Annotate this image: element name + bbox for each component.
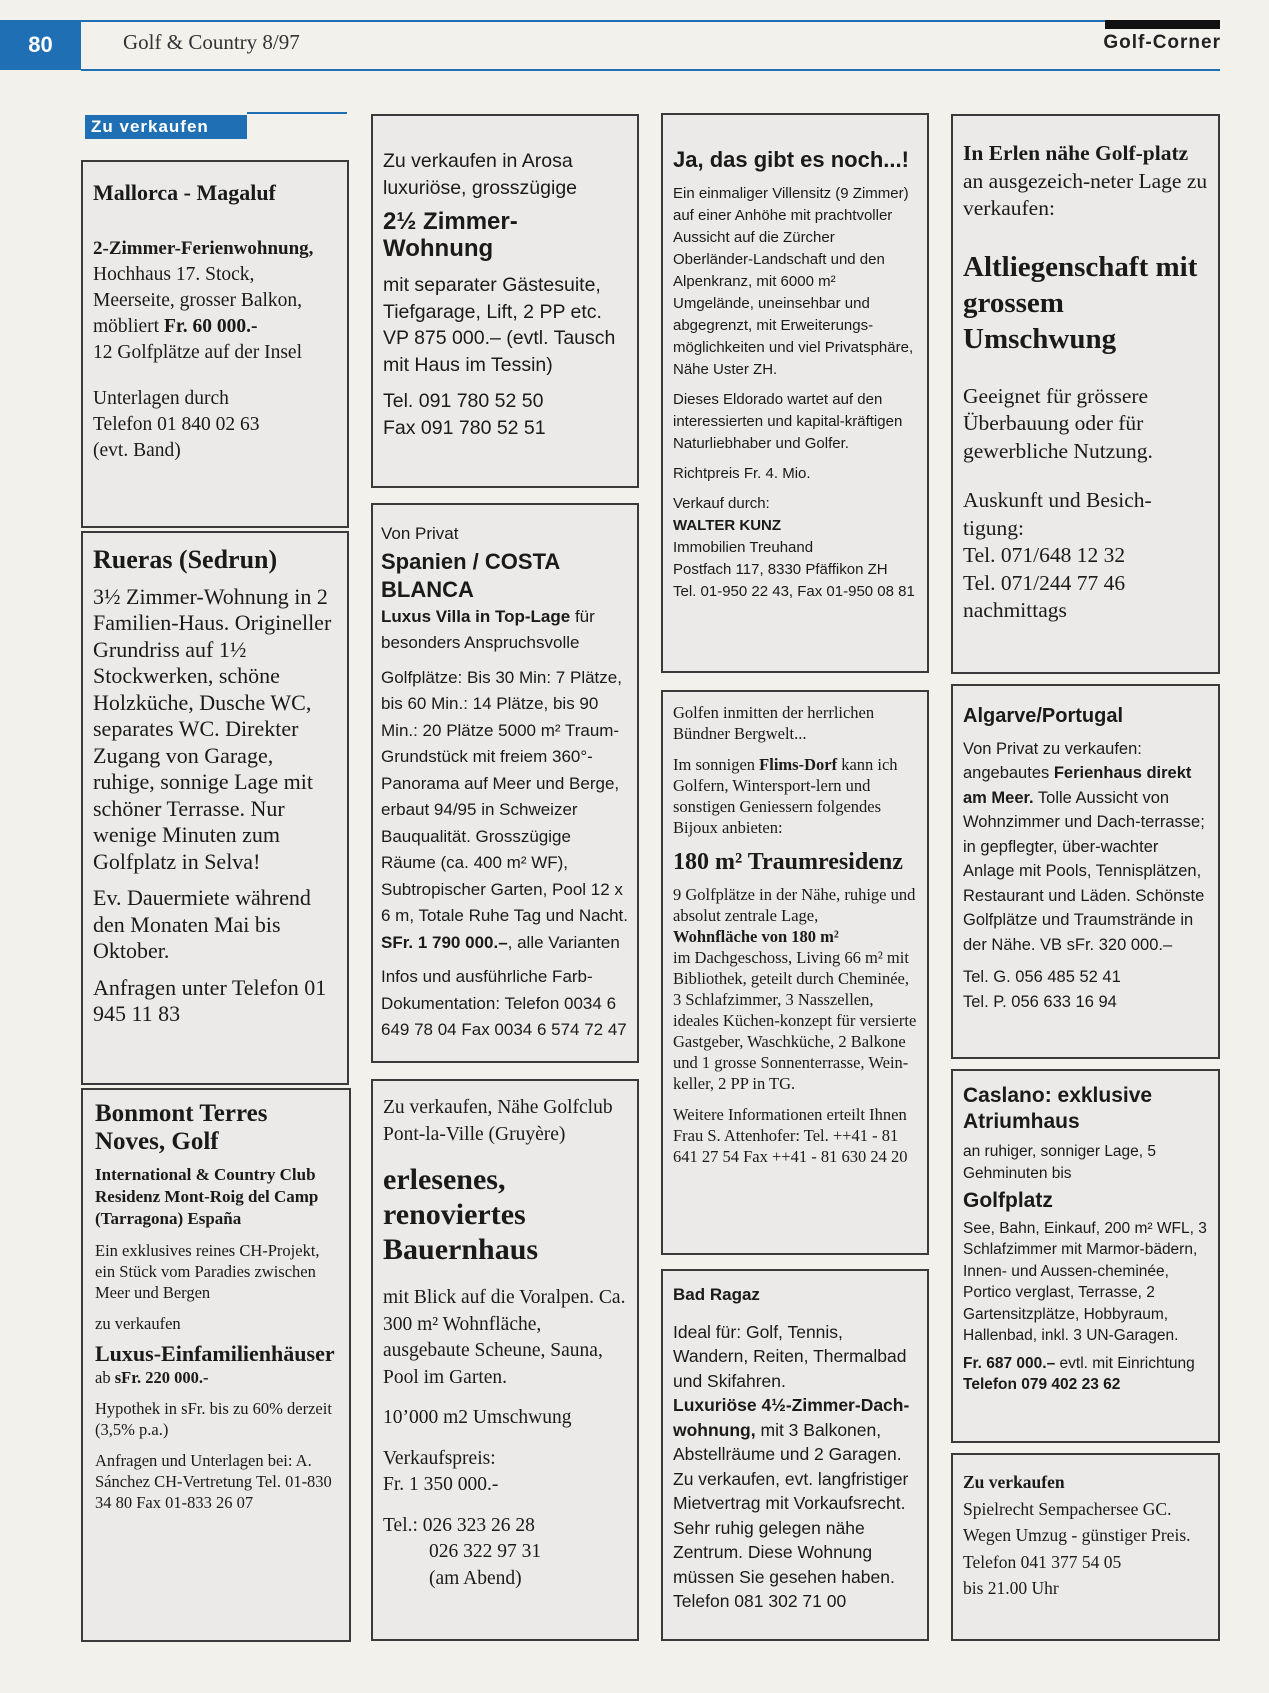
ad-title: Ja, das gibt es noch...! xyxy=(673,147,909,172)
ad-body: Ideal für: Golf, Tennis, Wandern, Reiten, Thermalbad und Skifahren. xyxy=(673,1321,907,1391)
ad-title: Bonmont Terres Noves, Golf xyxy=(95,1100,268,1155)
ad-phone: Tel. 071/648 12 32 xyxy=(963,543,1126,567)
ad-pont-la-ville xyxy=(371,1079,639,1641)
ad-body: Ein exklusives reines CH-Projekt, ein Stück vom Paradies zwischen Meer und Bergen xyxy=(95,1241,320,1302)
ad-body: mit separater Gästesuite, Tiefgarage, Lift, 2 PP etc. VP 875 000.– (evtl. Tausch mit Haus im Tessin) xyxy=(383,274,616,376)
ad-heading: Luxus-Einfamilienhäuser xyxy=(95,1341,335,1366)
ad-line: Verkauf durch: xyxy=(673,495,770,512)
ad-phone: Telefon 01 840 02 63 xyxy=(93,414,260,435)
ad-text: kann ich Golfern, Wintersport-lern und sonstigen Geniessern folgendes Bijoux anbieten: xyxy=(673,755,898,837)
ad-caslano xyxy=(951,1069,1220,1443)
ad-bonmont xyxy=(81,1088,351,1642)
ad-phone: 026 322 97 31 xyxy=(429,1541,542,1562)
ad-arosa xyxy=(371,114,639,488)
ad-title: 2½ Zimmer-Wohnung xyxy=(383,208,518,262)
ad-title: Spanien / COSTA BLANCA xyxy=(381,548,560,602)
ad-line: Immobilien Treuhand xyxy=(673,539,814,556)
header-rule-top xyxy=(81,20,1220,22)
ad-body: Zu verkaufen, Nähe Golfclub Pont-la-Ville (Gruyère) xyxy=(383,1097,613,1145)
ad-title: Bad Ragaz xyxy=(673,1285,760,1304)
ad-body: an ruhiger, sonniger Lage, 5 Gehminuten bis xyxy=(963,1143,1157,1182)
ad-line: Hochhaus 17. Stock, xyxy=(93,264,255,285)
ad-phone: Telefon 041 377 54 05 xyxy=(963,1551,1122,1572)
ad-subtitle xyxy=(381,604,629,657)
ad-title: Caslano: exklusive Atriumhaus xyxy=(963,1084,1153,1133)
ad-text: evtl. mit Einrichtung xyxy=(1055,1354,1195,1372)
ad-line: nachmittags xyxy=(963,598,1067,622)
ad-body: Ev. Dauermiete während den Monaten Mai bis Oktober. xyxy=(93,885,311,963)
ad-title: Zu verkaufen xyxy=(963,1472,1065,1492)
ad-villensitz xyxy=(661,113,929,673)
ad-line: (evt. Band) xyxy=(93,440,181,461)
ad-text: Tolle Aussicht von Wohnzimmer und Dach-terrasse; in gepflegter, über-wachter Anlage mit Pools, Tennisplätzen, Restaurant und Läden. Schönste Golfplätze und Traumstrände in der Nähe. VB sFr. 320 000.– xyxy=(963,788,1205,954)
ad-body: Golfplätze: Bis 30 Min: 7 Plätze, bis 60 Min.: 14 Plätze, bis 90 Min.: 20 Plätze 5000 m² Traum-Grundstück mit freiem 360°-Panorama auf Meer und Berge, erbaut 94/95 in Schweizer Bauqualität. Grosszügige Räume (ca. 400 m² WF), Subtropischer Garten, Pool 12 x 6 m, Totale Ruhe Tag und Nacht. xyxy=(381,667,628,925)
section-label-rule xyxy=(247,112,347,114)
ad-price: SFr. 1 790 000.– xyxy=(381,932,508,952)
ad-phone: Tel. 01-950 22 43, Fax 01-950 08 81 xyxy=(673,583,915,600)
ad-title: erlesenes, renoviertes Bauernhaus xyxy=(383,1163,539,1266)
ad-text: Flims-Dorf xyxy=(759,755,838,774)
ad-text: In Erlen nähe Golf-platz xyxy=(963,141,1189,165)
ad-body: 3½ Zimmer-Wohnung in 2 Familien-Haus. Origineller Grundriss auf 1½ Stockwerken, schöne Holzküche, Dusche WC, separates WC. Direkter Zugang von Garage, ruhige, sonnige Lage mit schöner Terrasse. Nur wenige Minuten zum Golfplatz in Selva! xyxy=(93,583,332,874)
ad-price-line xyxy=(381,930,629,957)
ad-contact: Weitere Informationen erteilt Ihnen Frau S. Attenhofer: Tel. ++41 - 81 641 27 54 Fax ++41 - 81 630 24 20 xyxy=(673,1105,908,1166)
ad-body: Spielrecht Sempachersee GC. Wegen Umzug - günstiger Preis. xyxy=(963,1498,1191,1545)
ad-sempachersee xyxy=(951,1453,1220,1641)
ad-text: für besonders Anspruchsvolle xyxy=(381,606,595,652)
ad-line xyxy=(93,314,337,340)
ad-line: 12 Golfplätze auf der Insel xyxy=(93,342,302,363)
ad-contact: Infos und ausführliche Farb-Dokumentation: Telefon 0034 6 649 78 04 Fax 0034 6 574 72 47 xyxy=(381,967,627,1039)
ad-contact: Anfragen unter Telefon 01 945 11 83 xyxy=(93,974,327,1026)
ad-body xyxy=(963,140,1208,223)
ad-text: ab xyxy=(95,1368,115,1387)
ad-title: Altliegenschaft mit grossem Umschwung xyxy=(963,250,1198,355)
ad-algarve xyxy=(951,684,1220,1059)
ad-body: 10’000 m2 Umschwung xyxy=(383,1407,572,1428)
ad-text: Ferienhaus direkt am Meer. xyxy=(963,764,1192,807)
ad-line: (am Abend) xyxy=(429,1567,522,1589)
ad-text: an ausgezeich-neter Lage zu verkaufen: xyxy=(963,168,1208,220)
ad-body: Dieses Eldorado wartet auf den interessierten und kapital-kräftigen Naturliebhaber und Golfer. xyxy=(673,391,903,452)
ad-fax: Fax 091 780 52 51 xyxy=(383,416,546,439)
ad-line: Postfach 117, 8330 Pfäffikon ZH xyxy=(673,561,888,578)
header-tab-marker xyxy=(1105,20,1220,29)
ad-text: möbliert xyxy=(93,316,164,337)
page-number: 80 xyxy=(0,20,81,70)
ad-body xyxy=(963,737,1208,958)
ad-highlight: Wohnfläche von 180 m² xyxy=(673,927,839,946)
ad-line: luxuriöse, grosszügige xyxy=(383,176,578,199)
ad-body: Geeignet für grössere Überbauung oder für gewerbliche Nutzung. xyxy=(963,383,1153,463)
ad-body: 9 Golfplätze in der Nähe, ruhige und absolut zentrale Lage, xyxy=(673,885,916,925)
ad-text: Von Privat zu verkaufen: angebautes xyxy=(963,739,1142,782)
ad-contact: Anfragen und Unterlagen bei: A. Sánchez CH-Vertretung Tel. 01-830 34 80 Fax 01-833 26 07 xyxy=(95,1451,332,1512)
ad-price: Fr. 687 000.– xyxy=(963,1354,1056,1372)
ad-phone: Tel. 091 780 52 50 xyxy=(383,390,544,412)
ad-price: Fr. 1 350 000.- xyxy=(383,1474,499,1495)
ad-body: Auskunft und Besich-tigung: xyxy=(963,488,1152,540)
ad-phone: Tel.: 026 323 26 28 xyxy=(383,1514,535,1536)
ad-subtitle: 2-Zimmer-Ferienwohnung, xyxy=(93,238,314,259)
ad-rueras xyxy=(81,531,349,1085)
ad-text: Luxus Villa in Top-Lage xyxy=(381,606,571,626)
ad-phone: Tel. G. 056 485 52 41 xyxy=(963,968,1121,986)
ad-line: bis 21.00 Uhr xyxy=(963,1578,1059,1598)
ad-line: Zu verkaufen in Arosa xyxy=(383,150,573,172)
section-title: Golf-Corner xyxy=(1103,32,1221,53)
ad-body: See, Bahn, Einkauf, 200 m² WFL, 3 Schlafzimmer mit Marmor-bädern, Innen- und Aussen-cheminée, Portico verglast, Terrasse, 2 Gartensitzplätze, Hobbyraum, Hallenbad, inkl. 3 UN-Garagen. xyxy=(963,1219,1207,1344)
ad-text: Luxuriöse 4½-Zimmer-Dach-wohnung, xyxy=(673,1395,910,1440)
ad-body: mit Blick auf die Voralpen. Ca. 300 m² Wohnfläche, ausgebaute Scheune, Sauna, Pool im Garten. xyxy=(383,1287,626,1388)
ad-body: Golfen inmitten der herrlichen Bündner Bergwelt... xyxy=(673,703,875,743)
ad-subtitle: International & Country Club Residenz Mont-Roig del Camp (Tarragona) España xyxy=(95,1165,319,1228)
ad-phone: Tel. P. 056 633 16 94 xyxy=(963,992,1117,1011)
ad-body xyxy=(673,1393,917,1614)
ad-price: Richtpreis Fr. 4. Mio. xyxy=(673,465,811,482)
ad-price: sFr. 220 000.- xyxy=(114,1368,209,1387)
ad-phone: Tel. 071/244 77 46 xyxy=(963,570,1126,595)
ad-bad-ragaz xyxy=(661,1269,929,1641)
ad-text: Im sonnigen xyxy=(673,755,760,774)
ad-line: Unterlagen durch xyxy=(93,388,229,409)
ad-title: Mallorca - Magaluf xyxy=(93,180,276,205)
ad-heading: Golfplatz xyxy=(963,1189,1053,1212)
ad-body: zu verkaufen xyxy=(95,1314,181,1333)
ad-line: Meerseite, grosser Balkon, xyxy=(93,290,303,311)
ad-price-line xyxy=(963,1353,1208,1375)
ad-phone: Telefon 079 402 23 62 xyxy=(963,1376,1121,1393)
ad-erlen xyxy=(951,114,1220,674)
ad-price-line xyxy=(95,1367,337,1388)
ad-text: , alle Varianten xyxy=(507,932,620,952)
ad-title: Algarve/Portugal xyxy=(963,705,1124,727)
section-label: Zu verkaufen xyxy=(85,115,247,139)
header-rule-bottom xyxy=(81,69,1220,71)
ad-price: Fr. 60 000.- xyxy=(163,316,258,337)
ad-body: Ein einmaliger Villensitz (9 Zimmer) auf einer Anhöhe mit prachtvoller Aussicht auf die Zürcher Oberländer-Landschaft und den Alpenkranz, mit 6000 m² Umgelände, uneinsehbar und abgegrenzt, mit Erweiterungs-möglichkeiten und viel Privatsphäre, Nähe Uster ZH. xyxy=(673,185,914,378)
ad-body: Hypothek in sFr. bis zu 60% derzeit (3,5% p.a.) xyxy=(95,1399,332,1439)
ad-text: mit 3 Balkonen, Abstellräume und 2 Garagen. Zu verkaufen, evt. langfristiger Mietvertrag mit Vorkaufsrecht. Sehr ruhig gelegen nähe Zentrum. Diese Wohnung müssen Sie gesehen haben. Telefon 081 302 71 00 xyxy=(673,1419,909,1611)
ad-costa-blanca xyxy=(371,503,639,1063)
ad-title: 180 m² Traumresidenz xyxy=(673,849,903,875)
ad-agent: WALTER KUNZ xyxy=(673,517,782,534)
ad-flims xyxy=(661,690,929,1255)
ad-body: im Dachgeschoss, Living 66 m² mit Bibliothek, geteilt durch Cheminée, 3 Schlafzimmer, 3 Nasszellen, ideales Küchen-konzept für versierte Gastgeber, Waschküche, 2 Balkone und 1 grosse Sonnenterrasse, Wein-keller, 2 PP in TG. xyxy=(673,948,917,1093)
ad-mallorca xyxy=(81,160,349,528)
ad-title: Rueras (Sedrun) xyxy=(93,545,278,574)
magazine-title: Golf & Country 8/97 xyxy=(123,30,300,54)
ad-line: Von Privat xyxy=(381,524,459,543)
ad-body xyxy=(673,754,917,838)
ad-line: Verkaufspreis: xyxy=(383,1447,496,1469)
